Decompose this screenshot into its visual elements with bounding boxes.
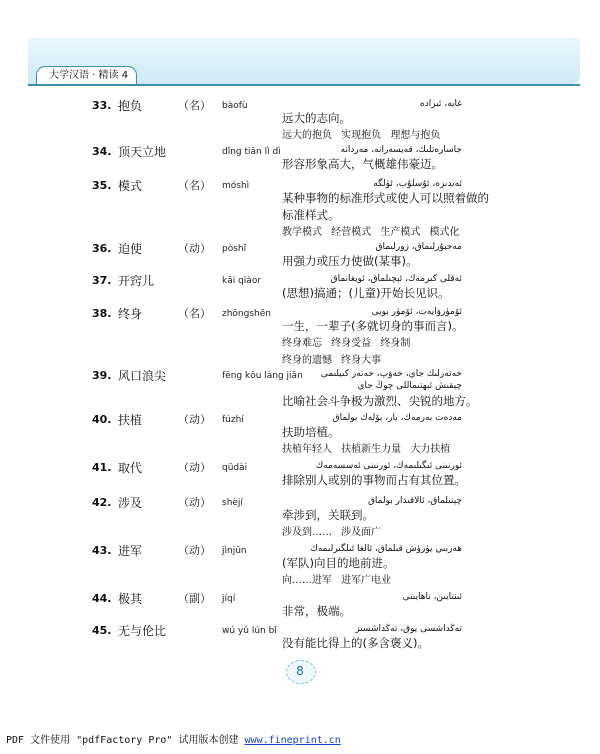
entry-example: 向……进军 进军广电业: [282, 575, 392, 586]
entry-word: 取代: [118, 461, 143, 475]
entry-number: 34.: [92, 145, 112, 158]
footer-link[interactable]: www.fineprint.cn: [244, 735, 341, 746]
entry-example: 终身的遗憾 终身大事: [282, 355, 382, 366]
entry-pos: （动）: [178, 496, 211, 509]
footer-text: PDF 文件使用 "pdfFactory Pro" 试用版本创建: [6, 735, 245, 746]
entry-example: 教学模式 经营模式 生产模式 模式化: [282, 227, 460, 238]
entry-uyghur: مەدەت بەرمەك، يار، يۆلەك بولماق: [332, 413, 462, 423]
entry-pinyin: wú yǔ lún bǐ: [222, 626, 277, 636]
entry-uyghur: چېتىلماق، ئالاقىدار بولماق: [367, 496, 462, 506]
entry-pinyin: móshì: [222, 181, 250, 191]
entry-word: 涉及: [118, 496, 143, 510]
entry-pos: （名）: [178, 99, 211, 112]
entry-definition: 非常，极端。: [282, 604, 351, 618]
entry-uyghur: ئۆمۈرۋايەت، ئۆمۈر بويى: [371, 307, 462, 317]
entry-example: 涉及到…… 涉及面广: [282, 527, 382, 538]
page-number: [280, 660, 320, 682]
entry-word: 无与伦比: [118, 624, 167, 638]
entry-definition: 扶助培植。: [282, 425, 340, 439]
entry-uyghur: ئەندىزە، ئۇسلۇب، ئۈلگە: [373, 179, 462, 189]
entry-definition: 某种事物的标准形式或使人可以照着做的: [282, 191, 489, 205]
entry-example: 终身难忘 终身受益 终身制: [282, 338, 411, 349]
entry-word: 开窍儿: [118, 274, 155, 288]
entry-number: 45.: [92, 624, 112, 637]
entry-pos: （动）: [178, 544, 211, 557]
entry-pinyin: pòshǐ: [222, 244, 247, 254]
entry-definition: 标准样式。: [282, 208, 340, 222]
entry-word: 抱负: [118, 99, 143, 113]
entry-number: 36.: [92, 242, 112, 255]
entry-word: 扶植: [118, 413, 143, 427]
header-rule: [28, 84, 580, 86]
entry-uyghur-line2: چېقىش ئېھتىماللى چوڭ جاي: [357, 381, 462, 391]
entry-number: 42.: [92, 496, 112, 509]
entry-pinyin: fúzhí: [222, 415, 244, 425]
entry-pinyin: jíqí: [222, 594, 236, 604]
entry-pinyin: shèjí: [222, 498, 243, 508]
page-number-text: 8: [296, 664, 304, 678]
entry-pinyin: bàofù: [222, 101, 248, 111]
entry-pinyin: fēng kǒu làng jiān: [222, 371, 303, 381]
entry-word: 终身: [118, 307, 143, 321]
entry-definition: 排除别人或别的事物而占有其位置。: [282, 473, 466, 487]
entry-uyghur: ئورنىنى ئىگىلىمەك، ئورنىنى ئەسسەمەك: [315, 461, 462, 471]
entry-pinyin: kāi qiàor: [222, 276, 262, 286]
entry-word: 极其: [118, 592, 143, 606]
entry-word: 进军: [118, 544, 143, 558]
entry-pinyin: qǔdài: [222, 463, 248, 473]
entry-number: 38.: [92, 307, 112, 320]
entry-example: 扶植年轻人 扶植新生力量 大力扶植: [282, 444, 451, 455]
entry-number: 41.: [92, 461, 112, 474]
entry-uyghur: غايە، ئىرادە: [420, 99, 462, 109]
entry-uyghur: جاسارەتلىك، قەيسەرانە، مەردانە: [340, 145, 462, 155]
entry-example: 远大的抱负 实现抱负 理想与抱负: [282, 130, 441, 141]
entry-pos: （名）: [178, 307, 211, 320]
entry-definition: 没有能比得上的(多含褒义)。: [282, 636, 429, 650]
entry-number: 37.: [92, 274, 112, 287]
entry-number: 33.: [92, 99, 112, 112]
entry-pos: （动）: [178, 461, 211, 474]
entry-definition: (军队)向目的地前进。: [282, 556, 395, 570]
entry-word: 模式: [118, 179, 143, 193]
entry-uyghur: ھەربىي يۈرۈش قىلماق، ئالغا ئىلگىرلىمەك: [310, 544, 462, 554]
entry-definition: 用强力或压力使做(某事)。: [282, 254, 418, 268]
entry-pos: （名）: [178, 179, 211, 192]
entry-definition: 比喻社会斗争极为激烈、尖锐的地方。: [282, 394, 478, 408]
entry-definition: (思想)搞通；(儿童)开始长见识。: [282, 286, 450, 300]
entry-definition: 形容形象高大，气概雄伟豪迈。: [282, 157, 443, 171]
entry-uyghur: مەجبۇرلىماق، زورلىماق: [375, 242, 462, 252]
entry-pinyin: zhōngshēn: [222, 309, 271, 319]
entry-pos: （副）: [178, 592, 211, 605]
entry-word: 迫使: [118, 242, 143, 256]
entry-pinyin: dǐng tiān lì dì: [222, 147, 281, 157]
entry-uyghur: ئەقلى كىرمەك، ئېچىلماق، ئويغانماق: [330, 274, 462, 284]
entry-number: 39.: [92, 369, 112, 382]
entry-pinyin: jìnjūn: [222, 546, 247, 556]
entry-pos: （动）: [178, 242, 211, 255]
entry-number: 40.: [92, 413, 112, 426]
entry-definition: 远大的志向。: [282, 111, 351, 125]
entry-word: 顶天立地: [118, 145, 167, 159]
entry-number: 35.: [92, 179, 112, 192]
entry-uyghur: خەتەرلىك جاي، خەۋپ، خەتەر كىيلىمى: [320, 369, 462, 379]
entry-number: 44.: [92, 592, 112, 605]
entry-word: 风口浪尖: [118, 369, 167, 383]
entry-pos: （动）: [178, 413, 211, 426]
pdf-footer: [6, 734, 341, 748]
book-title-tab: [36, 66, 137, 86]
entry-definition: 牵涉到，关联到。: [282, 508, 374, 522]
entry-uyghur: تەڭداشسى يوق، تەڭداشسىز: [355, 624, 462, 634]
book-title: 大学汉语 · 精读 4: [49, 70, 129, 81]
entry-number: 43.: [92, 544, 112, 557]
entry-uyghur: ئىنتايىن، ناھايىتى: [402, 592, 462, 602]
entry-definition: 一生，一辈子(多就切身的事而言)。: [282, 319, 464, 333]
